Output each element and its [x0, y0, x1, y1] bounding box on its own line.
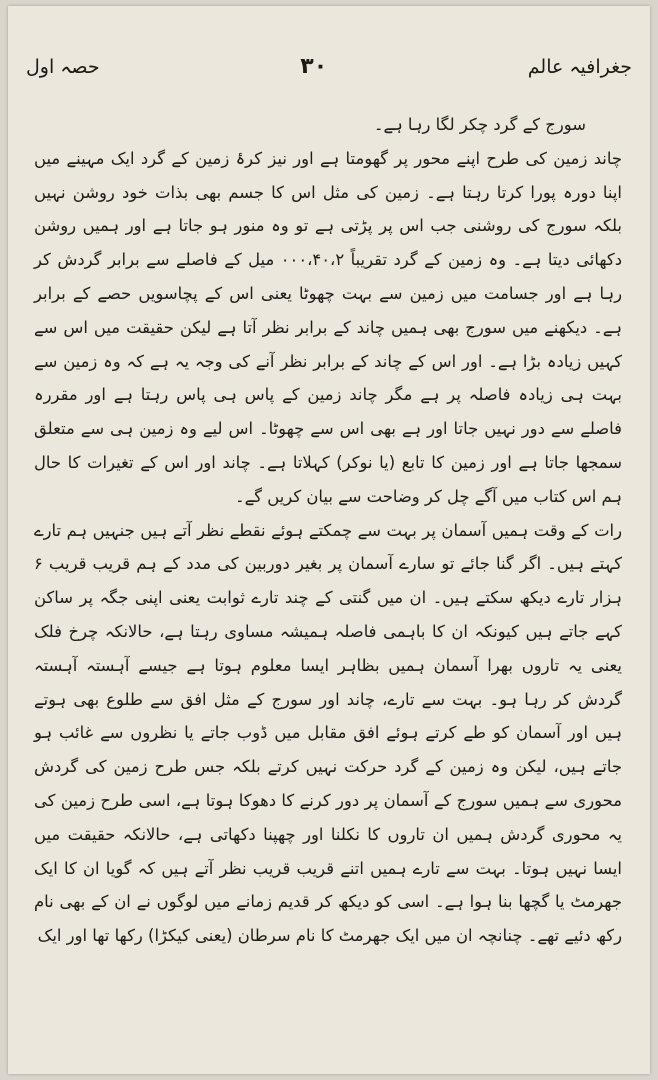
book-page	[8, 6, 650, 1074]
body-text	[34, 108, 622, 953]
book-title: جغرافیہ عالم	[527, 56, 632, 78]
running-header	[26, 54, 632, 94]
paragraph: رات کے وقت ہمیں آسمان پر بہت سے چمکتے ہوئے نقطے نظر آتے ہیں جنہیں ہم تارے کہتے ہیں۔ اگر گنا جائے تو سارے آسمان پر بغیر دوربین کی مدد کے ہم قریب قریب ۶ ہزار تارے دیکھ سکتے ہیں۔ ان میں گنتی کے چند تارے ثوابت یعنی اپنی جگہ پر ساکن کہے جاتے ہیں کیونکہ ان کا باہمی فاصلہ ہمیشہ مساوی رہتا ہے، حالانکہ چرخ فلک یعنی یہ تاروں بھرا آسمان ہمیں بظاہر ایسا معلوم ہوتا ہے جیسے آہستہ آہستہ گردش کر رہا ہو۔ بہت سے تارے، چاند اور سورج کے مثل افق سے طلوع بھی ہوتے ہیں اور آسمان کو طے کرتے ہوئے افق مقابل میں ڈوب جاتے یا نظروں سے غائب ہو جاتے ہیں، لیکن وہ زمین کے گرد حرکت نہیں کرتے بلکہ جس طرح زمین کی گردش محوری سے ہمیں سورج کے آسمان پر دور کرنے کا دھوکا ہوتا ہے، اسی طرح زمین کی یہ محوری گردش ہمیں ان تاروں کا نکلنا اور چھپنا دکھاتی ہے، حالانکہ حقیقت میں ایسا نہیں ہوتا۔ بہت سے تارے ہمیں اتنے قریب قریب نظر آتے ہیں کہ گویا ان کا ایک جھرمٹ یا گچھا بنا ہوا ہے۔ اسی کو دیکھ کر قدیم زمانے میں لوگوں نے ان کے بھی نام رکھ دئیے تھے۔ چنانچہ ان میں ایک جھرمٹ کا نام سرطان (یعنی کیکڑا) رکھا تھا اور ایک	[34, 520, 622, 946]
page-number: ۳۰	[300, 54, 328, 79]
section-label: حصہ اول	[26, 56, 100, 78]
paragraph: سورج کے گرد چکر لگا رہا ہے۔	[373, 115, 586, 134]
paragraph: چاند زمین کی طرح اپنے محور پر گھومتا ہے اور نیز کرۂ زمین کے گرد ایک مہینے میں اپنا دورہ پورا کرتا رہتا ہے۔ زمین کی مثل اس کا جسم بھی بذات خود روشن نہیں بلکہ سورج کی روشنی جب اس پر پڑتی ہے تو وہ منور ہو جاتا ہے اور ہمیں روشن دکھائی دیتا ہے۔ وہ زمین کے گرد تقریباً ۰۰۰،۴۰،۲ میل کے فاصلے سے برابر گردش کر رہا ہے اور جسامت میں زمین سے بہت چھوٹا یعنی اس کے پچاسویں حصے کے برابر ہے۔ دیکھنے میں سورج بھی ہمیں چاند کے برابر نظر آتا ہے لیکن حقیقت میں اس سے کہیں زیادہ بڑا ہے۔ اور اس کے چاند کے برابر نظر آنے کی وجہ یہ ہے کہ وہ زمین سے بہت ہی زیادہ فاصلہ پر ہے مگر چاند زمین کے پاس ہی پاس رہتا ہے اور مقررہ فاصلے سے دور نہیں جاتا اور ہے بھی اس سے چھوٹا۔ اس لیے وہ زمین ہی سے متعلق سمجھا جاتا ہے اور زمین کا تابع (یا نوکر) کہلاتا ہے۔ چاند اور اس کے تغیرات کا حال ہم اس کتاب میں آگے چل کر وضاحت سے بیان کریں گے۔	[34, 148, 622, 506]
